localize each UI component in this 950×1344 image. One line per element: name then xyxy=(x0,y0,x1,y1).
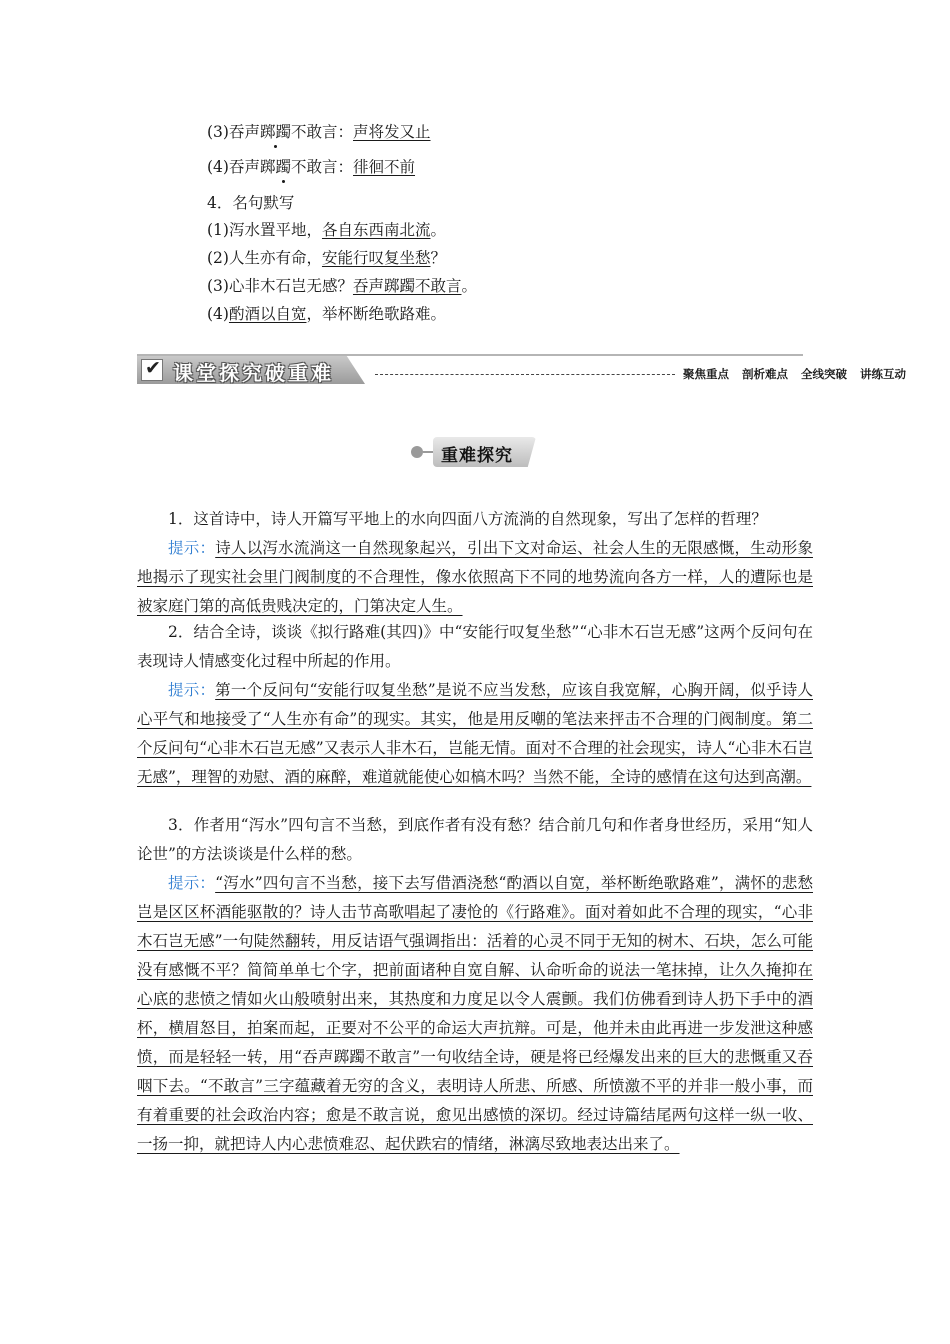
memorize-prefix: (3)心非木石岂无感？ xyxy=(207,277,353,295)
memorize-answer: 安能行叹复坐愁 xyxy=(321,249,431,267)
hint-paragraph xyxy=(137,676,813,792)
recall-label: (4)吞声踯 xyxy=(207,158,276,176)
banner-title: 课堂探究破重难 xyxy=(173,361,334,385)
banner-dash-line xyxy=(375,374,675,375)
hint-paragraph xyxy=(137,869,813,1159)
hint-label: 提示： xyxy=(168,874,216,892)
dotted-chars xyxy=(260,123,291,141)
recall-rest: 不敢言： xyxy=(290,123,353,141)
recall-label: (3)吞声 xyxy=(207,123,260,141)
hint-text: “泻水”四句言不当愁，接下去写借酒浇愁“酌酒以自宽，举杯断绝歌路难”，满怀的悲愁岂是区区杯酒能驱散的？诗人击节高歌唱起了凄怆的《行路难》。面对着如此不合理的现实，“心非木石岂无感”一句陡然翻转，用反诘语气强调指出：活着的心灵不同于无知的树木、石块，怎么可能没有感慨不平？简简单单七个字，把前面诸种自宽自解、认命听命的说法一笔抹掉，让久久掩抑在心底的悲愤之情如火山般喷射出来，其热度和力度足以令人震颤。我们仿佛看到诗人扔下手中的酒杯，横眉怒目，拍案而起，正要对不公平的命运大声抗辩。可是，他并未由此再进一步发泄这种感愤，而是轻轻一转，用“吞声踯躅不敢言”一句收结全诗，硬是将已经爆发出来的巨大的悲慨重又吞咽下去。“不敢言”三字蕴藏着无穷的含义，表明诗人所悲、所感、所愤激不平的并非一般小事，而有着重要的社会政治内容；愈是不敢言说，愈见出感愤的深切。经过诗篇结尾两句这样一纵一收、一扬一抑，就把诗人内心悲愤难忍、起伏跌宕的情绪，淋漓尽致地表达出来了。 xyxy=(137,874,813,1153)
banner-rule xyxy=(137,354,803,356)
memorize-prefix: (4) xyxy=(207,305,229,323)
hint-text: 诗人以泻水流淌这一自然现象起兴，引出下文对命运、社会人生的无限感慨，生动形象地揭示了现实社会里门阀制度的不合理性，像水依照高下不同的地势流向各方一样，人的遭际也是被家庭门第的高低贵贱决定的，门第决定人生。 xyxy=(137,539,813,615)
check-icon xyxy=(141,359,163,381)
check-mark: ✔ xyxy=(145,357,161,379)
memorize-suffix: ，举杯断绝歌路难。 xyxy=(306,305,446,323)
banner-tags xyxy=(683,366,906,382)
memorize-item xyxy=(207,304,446,324)
section-4-title: 4．名句默写 xyxy=(207,194,295,212)
banner-tag: 聚焦重点 xyxy=(683,367,729,381)
banner-tag: 剖析难点 xyxy=(742,367,788,381)
memorize-answer: 酌酒以自宽 xyxy=(228,305,307,323)
banner-tag: 全线突破 xyxy=(801,367,847,381)
question-block xyxy=(137,505,813,621)
memorize-prefix: (1)泻水置平地， xyxy=(207,221,322,239)
question-block xyxy=(137,811,813,1159)
recall-answer: 声将发又止 xyxy=(353,123,431,141)
memorize-prefix: (2)人生亦有命， xyxy=(207,249,322,267)
question-text: 1．这首诗中，诗人开篇写平地上的水向四面八方流淌的自然现象，写出了怎样的哲理？ xyxy=(168,510,767,528)
banner-tag: 讲练互动 xyxy=(860,367,906,381)
memorize-item xyxy=(207,248,446,268)
memorize-answer: 吞声踯躅不敢言 xyxy=(352,277,462,295)
subsection-title: 重难探究 xyxy=(441,446,513,466)
emphasis-dots: 躅 xyxy=(275,158,291,176)
subsection-header xyxy=(411,437,536,467)
section-banner xyxy=(137,354,906,388)
question-text: 3．作者用“泻水”四句言不当愁，到底作者有没有愁？结合前几句和作者身世经历，采用“知人论世”的方法谈谈是什么样的愁。 xyxy=(137,816,813,863)
question-text: 2．结合全诗，谈谈《拟行路难(其四)》中“安能行叹复坐愁”“心非木石岂无感”这两个反问句在表现诗人情感变化过程中所起的作用。 xyxy=(137,623,813,670)
bullet-icon xyxy=(411,446,423,458)
emphasis-dots: 踯躅 xyxy=(259,123,291,141)
hint-label: 提示： xyxy=(168,681,216,699)
hint-paragraph xyxy=(137,534,813,621)
recall-item-4 xyxy=(207,157,415,177)
memorize-item xyxy=(207,220,446,240)
question-block xyxy=(137,618,813,792)
hint-label: 提示： xyxy=(168,539,216,557)
recall-item-3 xyxy=(207,122,431,142)
memorize-suffix: ？ xyxy=(430,249,446,267)
memorize-suffix: 。 xyxy=(461,277,477,295)
memorize-item xyxy=(207,276,477,296)
recall-rest: 不敢言： xyxy=(290,158,353,176)
memorize-answer: 各自东西南北流 xyxy=(321,221,431,239)
hint-text: 第一个反问句“安能行叹复坐愁”是说不应当发愁，应该自我宽解，心胸开阔，似乎诗人心平气和地接受了“人生亦有命”的现实。其实，他是用反嘲的笔法来抨击不合理的门阀制度。第二个反问句“心非木石岂无感”又表示人非木石，岂能无情。面对不合理的社会现实，诗人“心非木石岂无感”，理智的劝慰、酒的麻醉，难道就能使心如槁木吗？当然不能，全诗的感情在这句达到高潮。 xyxy=(137,681,813,786)
recall-answer: 徘徊不前 xyxy=(353,158,416,176)
memorize-suffix: 。 xyxy=(430,221,446,239)
